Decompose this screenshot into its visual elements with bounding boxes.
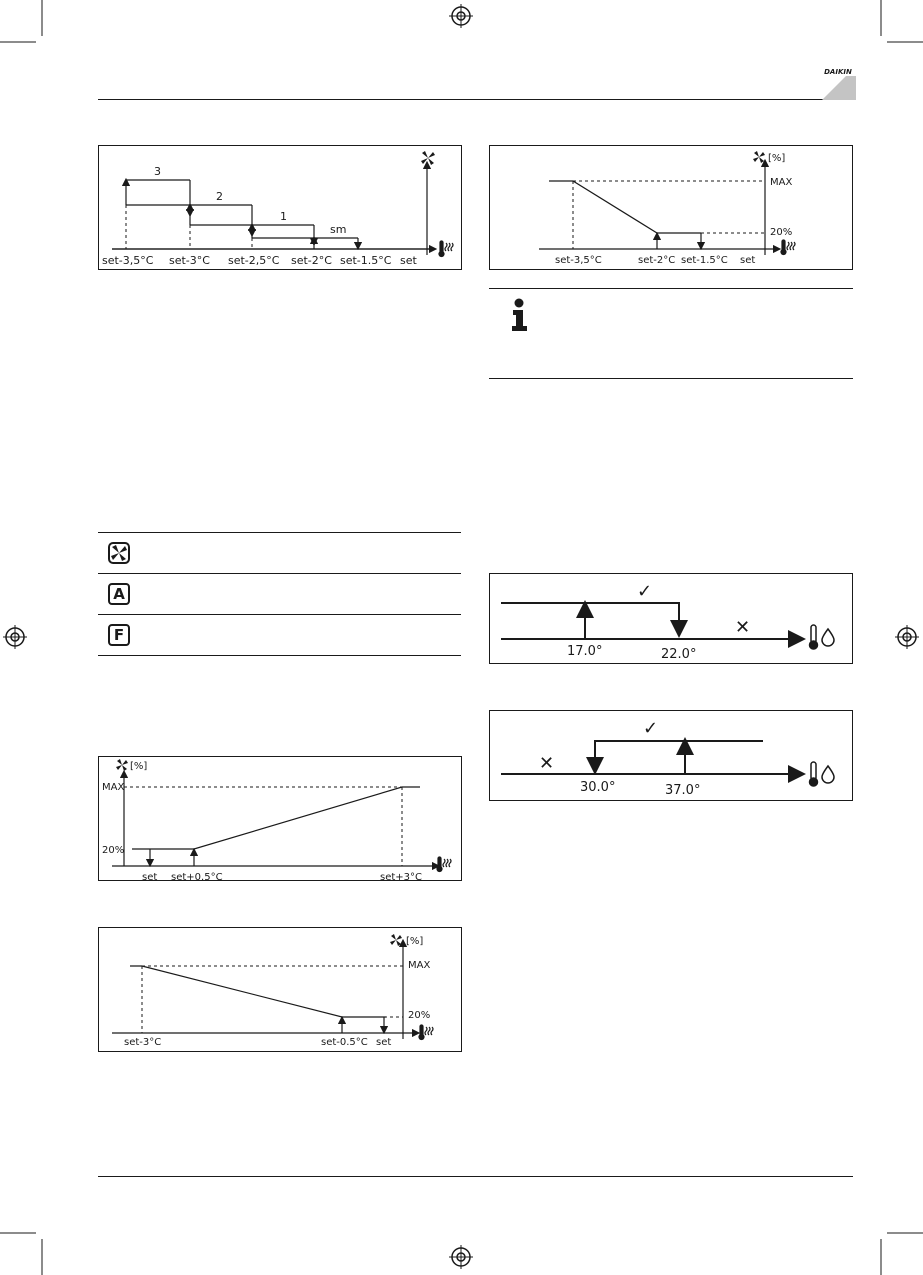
fan-icon [753,151,765,163]
info-box-top-rule [489,288,853,289]
step-label-3: 3 [154,165,161,178]
value-label: 30.0° [580,780,616,795]
humidity-band-chart-2-svg [489,710,853,801]
x-tick-label: set-2,5°C [228,254,280,267]
y-label-max: MAX [408,960,431,971]
daikin-logo [818,62,858,102]
fan-icon [116,759,128,771]
check-mark: ✓ [643,718,659,739]
table-row [98,532,461,573]
x-tick-label: set [400,254,417,267]
fan-square-icon [108,542,130,564]
y-label-min: 20% [102,845,125,856]
registration-mark-left [3,625,27,649]
y-label-max: MAX [770,177,793,188]
x-tick-label: set+3°C [380,872,423,883]
cool-modulation-chart-svg [489,145,853,270]
cross-mark: ✕ [735,617,751,638]
info-icon [510,298,530,332]
check-mark: ✓ [637,581,653,602]
mode-icon-table [98,532,461,656]
y-label-max: MAX [102,782,125,793]
y-label-min: 20% [770,227,793,238]
y-unit: [%] [130,761,148,772]
table-row [98,614,461,656]
fan-icon [421,151,435,165]
x-tick-label: set-2°C [638,255,676,266]
humidity-thermometer-icon [810,762,835,786]
cross-mark: ✕ [539,753,555,774]
x-tick-label: set [376,1037,392,1048]
registration-mark-right [895,625,919,649]
heating-thermometer-icon [781,240,795,255]
humidity-thermometer-icon [810,625,835,649]
x-tick-label: set-3,5°C [555,255,602,266]
x-tick-label: set-3°C [124,1037,162,1048]
x-tick-label: set-1.5°C [340,254,392,267]
svg-text:DAIKIN: DAIKIN [824,68,852,76]
value-label: 22.0° [661,647,697,662]
x-tick-label: set-1.5°C [681,255,728,266]
registration-mark-bottom [449,1245,473,1269]
fan-mode-icon: F [108,624,130,646]
fan-step-chart-svg [98,145,462,270]
value-label: 37.0° [665,783,701,798]
step-label-2: 2 [216,190,223,203]
header-rule [98,99,853,100]
info-box-bottom-rule [489,378,853,379]
x-tick-label: set [142,872,158,883]
step-label-1: 1 [280,210,287,223]
x-tick-label: set [740,255,756,266]
y-label-min: 20% [408,1010,431,1021]
heat-ramp-chart-svg [98,756,462,881]
x-tick-label: set-3°C [169,254,210,267]
cool-ramp-chart-svg [98,927,462,1052]
x-tick-label: set-0.5°C [321,1037,368,1048]
heating-thermometer-icon [437,857,451,872]
value-label: 17.0° [567,644,603,659]
fan-icon [390,934,402,946]
table-row [98,573,461,614]
footer-rule [98,1176,853,1177]
auto-mode-icon: A [108,583,130,605]
step-label-sm: sm [330,223,347,236]
y-unit: [%] [768,153,786,164]
y-unit: [%] [406,936,424,947]
x-tick-label: set+0.5°C [171,872,223,883]
x-tick-label: set-3,5°C [102,254,154,267]
heating-thermometer-icon [439,241,453,257]
registration-mark-top [449,4,473,28]
heating-thermometer-icon [419,1025,433,1040]
humidity-band-chart-1-svg [489,573,853,664]
x-tick-label: set-2°C [291,254,332,267]
